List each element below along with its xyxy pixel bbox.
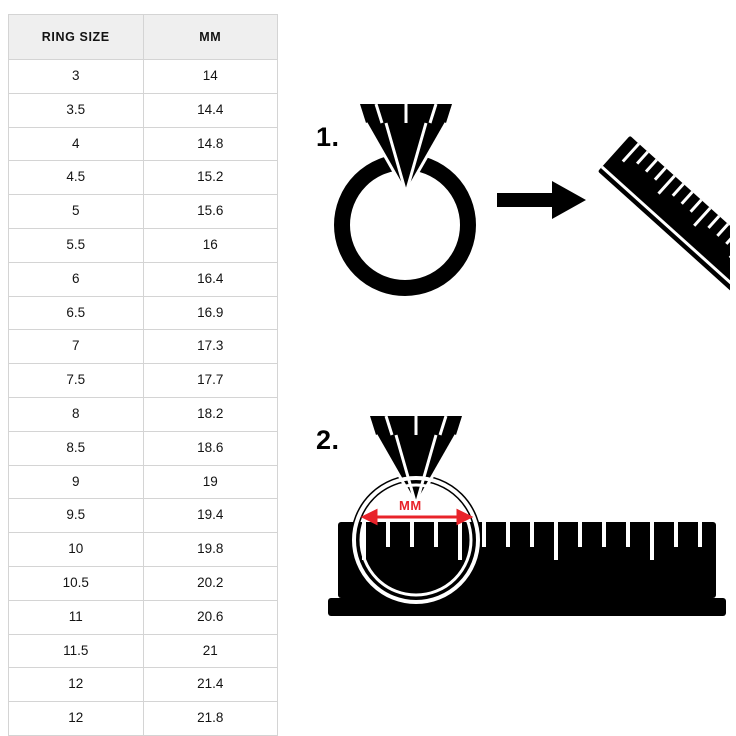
- cell-ring-size: 7.5: [9, 364, 144, 398]
- table-row: [9, 702, 278, 736]
- cell-mm: 14.8: [143, 127, 278, 161]
- cell-mm: 21.4: [143, 668, 278, 702]
- step-2-illustration: [320, 405, 730, 635]
- cell-ring-size: 5.5: [9, 228, 144, 262]
- table-row: [9, 533, 278, 567]
- cell-ring-size: 6.5: [9, 296, 144, 330]
- cell-ring-size: 7: [9, 330, 144, 364]
- cell-ring-size: 6: [9, 262, 144, 296]
- table-row: [9, 634, 278, 668]
- cell-mm: 17.7: [143, 364, 278, 398]
- table-row: [9, 364, 278, 398]
- cell-ring-size: 11: [9, 600, 144, 634]
- arrow-right-icon: [497, 181, 586, 219]
- table-row: [9, 397, 278, 431]
- ruler-icon: [328, 522, 726, 616]
- cell-mm: 16: [143, 228, 278, 262]
- mm-measure-label: MM: [399, 498, 422, 513]
- cell-ring-size: 3.5: [9, 93, 144, 127]
- cell-mm: 16.4: [143, 262, 278, 296]
- diamond-ring-icon: [342, 104, 468, 288]
- cell-mm: 20.6: [143, 600, 278, 634]
- table-row: [9, 296, 278, 330]
- cell-mm: 14: [143, 60, 278, 94]
- cell-mm: 19.4: [143, 499, 278, 533]
- ruler-icon: [598, 136, 730, 296]
- cell-ring-size: 12: [9, 702, 144, 736]
- cell-ring-size: 4.5: [9, 161, 144, 195]
- cell-mm: 15.6: [143, 195, 278, 229]
- table-row: [9, 262, 278, 296]
- table-row: [9, 431, 278, 465]
- table-row: [9, 465, 278, 499]
- table-row: [9, 195, 278, 229]
- table-body: [9, 60, 278, 736]
- cell-ring-size: 9: [9, 465, 144, 499]
- column-header-mm: MM: [143, 15, 278, 60]
- cell-mm: 19: [143, 465, 278, 499]
- table-row: [9, 161, 278, 195]
- table-row: [9, 60, 278, 94]
- table-row: [9, 127, 278, 161]
- cell-mm: 21.8: [143, 702, 278, 736]
- cell-ring-size: 10.5: [9, 566, 144, 600]
- cell-ring-size: 9.5: [9, 499, 144, 533]
- step-1-number: 1.: [316, 122, 340, 152]
- cell-ring-size: 8.5: [9, 431, 144, 465]
- cell-mm: 21: [143, 634, 278, 668]
- table-row: [9, 600, 278, 634]
- table-row: [9, 668, 278, 702]
- cell-mm: 20.2: [143, 566, 278, 600]
- table-header-row: [9, 15, 278, 60]
- cell-ring-size: 3: [9, 60, 144, 94]
- cell-ring-size: 12: [9, 668, 144, 702]
- cell-mm: 17.3: [143, 330, 278, 364]
- cell-mm: 14.4: [143, 93, 278, 127]
- table-row: [9, 228, 278, 262]
- cell-ring-size: 5: [9, 195, 144, 229]
- cell-mm: 19.8: [143, 533, 278, 567]
- cell-ring-size: 4: [9, 127, 144, 161]
- cell-ring-size: 8: [9, 397, 144, 431]
- table-row: [9, 566, 278, 600]
- cell-ring-size: 11.5: [9, 634, 144, 668]
- step-2-number: 2.: [316, 425, 340, 455]
- table-row: [9, 499, 278, 533]
- ring-size-conversion-table: [8, 14, 278, 736]
- step-1-illustration: [330, 95, 730, 310]
- table-row: [9, 93, 278, 127]
- cell-mm: 16.9: [143, 296, 278, 330]
- table-row: [9, 330, 278, 364]
- cell-mm: 18.2: [143, 397, 278, 431]
- cell-ring-size: 10: [9, 533, 144, 567]
- cell-mm: 15.2: [143, 161, 278, 195]
- cell-mm: 18.6: [143, 431, 278, 465]
- column-header-ring-size: RING SIZE: [9, 15, 144, 60]
